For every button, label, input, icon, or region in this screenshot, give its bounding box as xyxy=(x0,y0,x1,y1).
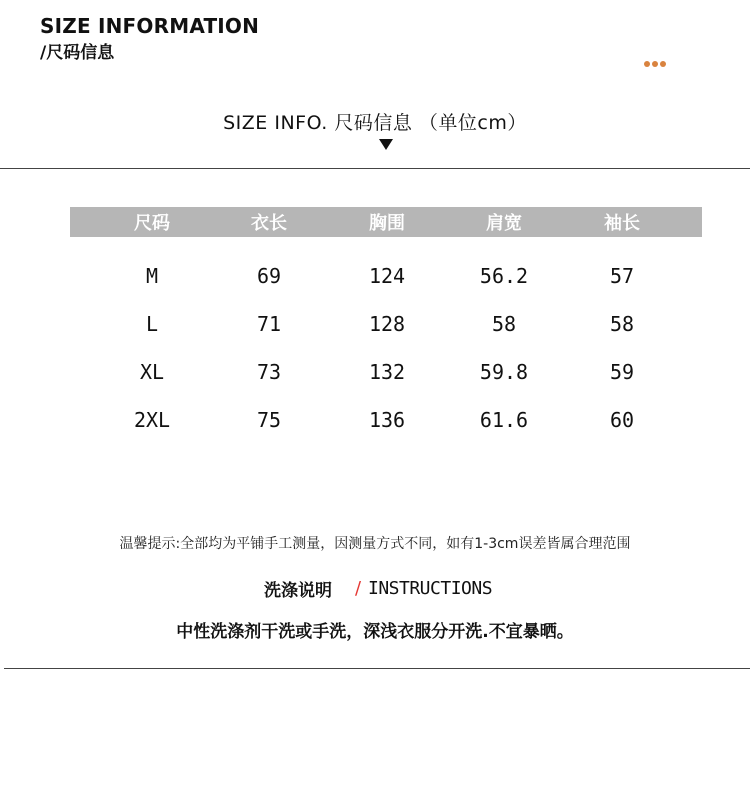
table-cell: 73 xyxy=(256,360,282,384)
table-cell: 61.6 xyxy=(479,408,529,432)
divider-top xyxy=(0,168,750,169)
page-subtitle: /尺码信息 xyxy=(40,43,115,63)
care-instructions: 中性洗涤剂干洗或手洗，深浅衣服分开洗.不宜暴晒。 xyxy=(176,622,574,642)
table-cell: 71 xyxy=(256,312,282,336)
header-sleeve: 袖长 xyxy=(604,213,640,234)
dot-2 xyxy=(652,61,658,67)
table-cell: 59.8 xyxy=(479,360,529,384)
header-length: 衣长 xyxy=(251,213,287,234)
dot-1 xyxy=(644,61,650,67)
size-table xyxy=(70,207,702,237)
table-cell: 2XL xyxy=(133,408,171,432)
table-cell: 58 xyxy=(491,312,517,336)
table-cell: 69 xyxy=(256,264,282,288)
dot-3 xyxy=(660,61,666,67)
header-size: 尺码 xyxy=(134,213,170,234)
size-info-heading: SIZE INFO. 尺码信息 （单位cm） xyxy=(223,112,527,134)
washing-label-cn: 洗涤说明 xyxy=(264,581,332,601)
decorative-dots xyxy=(644,61,666,67)
divider-bottom xyxy=(4,668,750,669)
table-cell: 56.2 xyxy=(479,264,529,288)
table-cell: L xyxy=(145,312,159,336)
table-cell: XL xyxy=(139,360,165,384)
washing-label-en: INSTRUCTIONS xyxy=(368,578,493,599)
table-cell: 57 xyxy=(609,264,635,288)
table-header-row xyxy=(70,207,702,237)
table-cell: 75 xyxy=(256,408,282,432)
down-arrow-icon xyxy=(379,139,393,150)
measurement-note: 温馨提示:全部均为平铺手工测量，因测量方式不同，如有1-3cm误差皆属合理范围 xyxy=(119,536,631,552)
table-cell: 60 xyxy=(609,408,635,432)
table-cell: 132 xyxy=(368,360,406,384)
table-cell: 124 xyxy=(368,264,406,288)
table-cell: 128 xyxy=(368,312,406,336)
table-cell: M xyxy=(145,264,159,288)
washing-slash: / xyxy=(355,578,362,599)
page-title: SIZE INFORMATION xyxy=(40,14,260,38)
table-cell: 59 xyxy=(609,360,635,384)
header-shoulder: 肩宽 xyxy=(486,213,522,234)
table-cell: 136 xyxy=(368,408,406,432)
table-cell: 58 xyxy=(609,312,635,336)
header-chest: 胸围 xyxy=(369,213,405,234)
